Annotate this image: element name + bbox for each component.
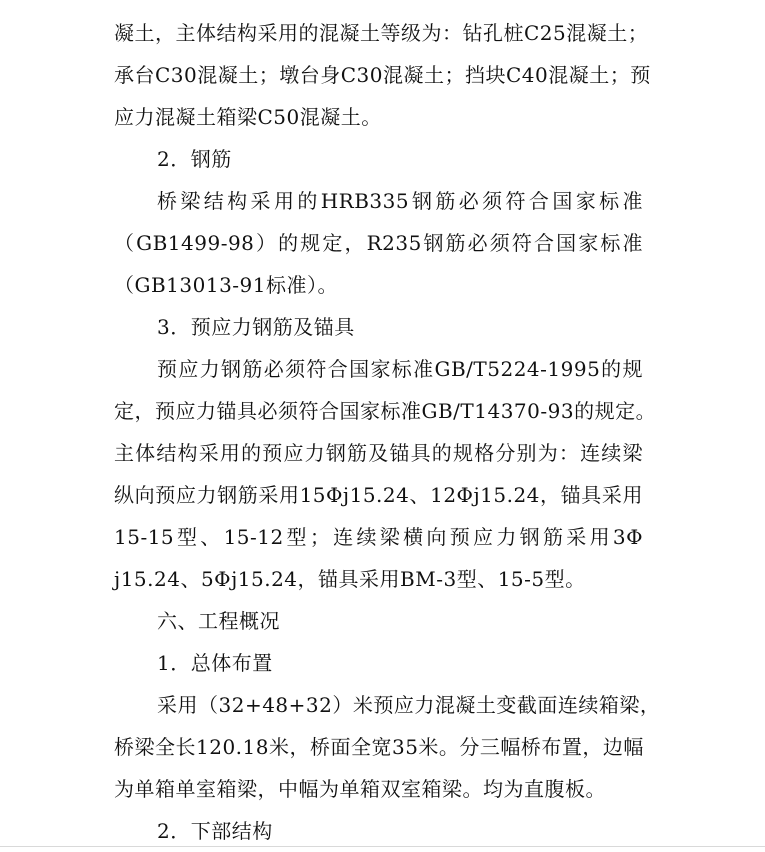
section-heading: 1．总体布置 <box>157 651 273 675</box>
page-divider <box>0 846 765 847</box>
text-line: 应力混凝土箱梁C50混凝土。 <box>114 105 382 129</box>
text-line: 承台C30混凝土；墩台身C30混凝土；挡块C40混凝土；预 <box>114 63 651 87</box>
text-line: 纵向预应力钢筋采用15Φj15.24、12Φj15.24，锚具采用 <box>114 483 643 507</box>
text-line: 定，预应力锚具必须符合国家标准GB/T14370-93的规定。 <box>114 399 657 423</box>
text-line: 桥梁全长120.18米，桥面全宽35米。分三幅桥布置，边幅 <box>114 735 644 759</box>
text-line: 15-15型、15-12型；连续梁横向预应力钢筋采用3Φ <box>114 525 643 549</box>
text-line: 凝土，主体结构采用的混凝土等级为：钻孔桩C25混凝土； <box>114 21 649 45</box>
text-line: 为单箱单室箱梁，中幅为单箱双室箱梁。均为直腹板。 <box>114 777 606 801</box>
text-line: 采用（32+48+32）米预应力混凝土变截面连续箱梁， <box>157 693 661 717</box>
chapter-heading: 六、工程概况 <box>157 609 280 633</box>
text-line: 桥梁结构采用的HRB335钢筋必须符合国家标准 <box>157 189 643 213</box>
text-line: 预应力钢筋必须符合国家标准GB/T5224-1995的规 <box>157 357 643 381</box>
text-line: 主体结构采用的预应力钢筋及锚具的规格分别为：连续梁 <box>114 441 643 465</box>
text-line: （GB1499-98）的规定，R235钢筋必须符合国家标准 <box>114 231 643 255</box>
text-line: j15.24、5Φj15.24，锚具采用BM-3型、15-5型。 <box>114 567 586 591</box>
section-heading: 3．预应力钢筋及锚具 <box>157 315 355 339</box>
section-heading: 2．钢筋 <box>157 147 232 171</box>
text-line: （GB13013-91标准）。 <box>114 273 339 297</box>
section-heading: 2．下部结构 <box>157 819 273 843</box>
